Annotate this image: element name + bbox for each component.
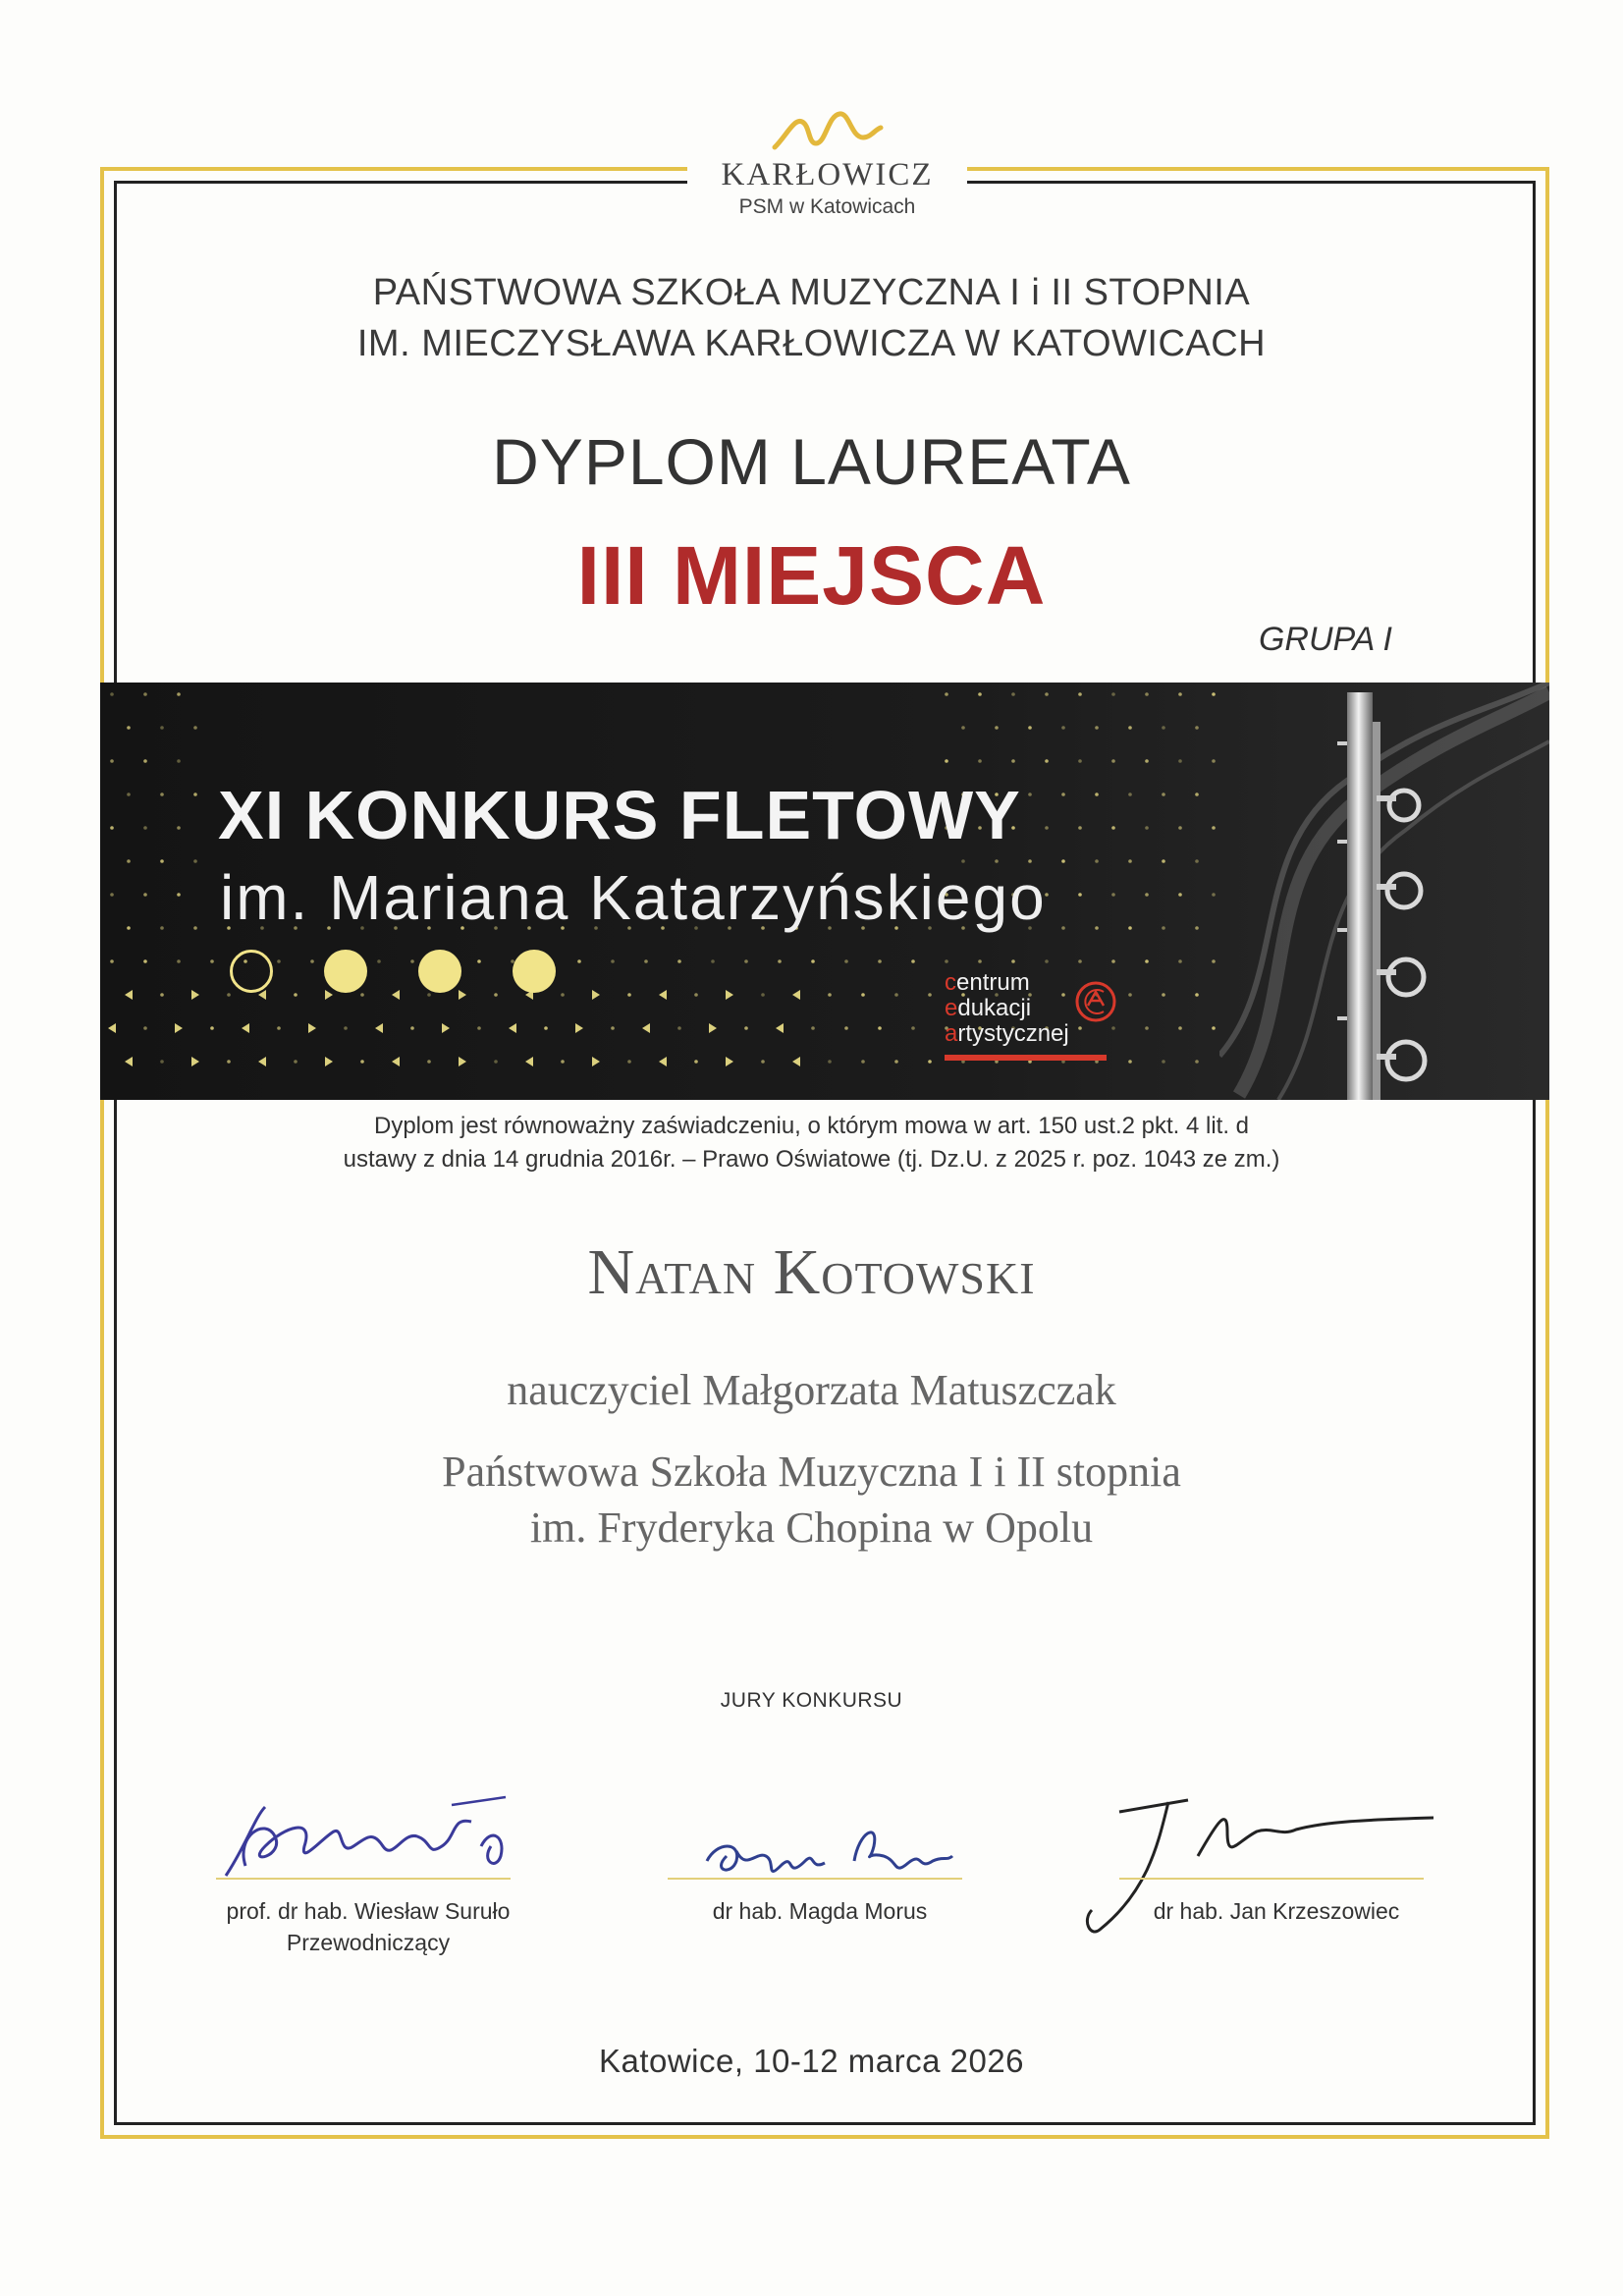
pattern-dot [1128,793,1132,796]
pattern-dot [1145,1026,1149,1030]
arrow-dot [726,990,733,1000]
logo-name: KARŁOWICZ [721,157,934,192]
pattern-dot [127,793,131,796]
pattern-dot [978,959,982,963]
pattern-dot [127,726,131,730]
diploma-title: DYPLOM LAUREATA [492,425,1131,498]
pattern-dot [477,959,481,963]
pattern-dot [1212,893,1216,897]
pattern-dot [410,1026,414,1030]
logo-wave-icon [769,108,887,153]
pattern-dot [210,1026,214,1030]
pattern-dot [711,959,715,963]
pattern-dot [1128,859,1132,863]
pattern-dot [177,826,181,830]
pattern-dot [1011,692,1015,696]
laureate-name: Natan Kotowski [587,1236,1036,1308]
pattern-dot [494,1060,498,1064]
pattern-dot [227,1060,231,1064]
pattern-dot [1162,926,1165,930]
legal-line2: ustawy z dnia 14 grudnia 2016r. – Prawo Oświatowe (tj. Dz.U. z 2025 r. poz. 1043 ze zm.) [343,1146,1280,1173]
circle-outline-icon [230,950,273,993]
diploma-group: GRUPA I [1258,621,1392,658]
pattern-dot [1145,959,1149,963]
pattern-dot [360,993,364,997]
arrow-dot [392,990,400,1000]
pattern-dot [1178,893,1182,897]
pattern-dot [644,959,648,963]
pattern-dot [894,1060,898,1064]
pattern-dot [143,826,147,830]
pattern-dot [143,692,147,696]
arrow-dot [659,1057,667,1066]
legal-line1: Dyplom jest równoważny zaświadczeniu, o którym mowa w art. 150 ust.2 pkt. 4 lit. d [373,1113,1250,1139]
pattern-dot [1195,859,1199,863]
pattern-dot [177,759,181,763]
arrow-dot [325,990,333,1000]
pattern-dot [1111,759,1115,763]
arrow-dot [108,1023,116,1033]
cea-underline [945,1055,1107,1061]
pattern-dot [744,959,748,963]
pattern-dot [928,1060,932,1064]
pattern-dot [1128,926,1132,930]
pattern-dot [945,692,948,696]
logo-subtitle: PSM w Katowicach [738,195,916,218]
pattern-dot [160,993,164,997]
jury-member-name: dr hab. Magda Morus [712,1898,928,1924]
pattern-dot [744,1026,748,1030]
pattern-dot [110,959,114,963]
pattern-dot [1128,1060,1132,1064]
signature-line-2 [668,1878,962,1880]
pattern-dot [1028,793,1032,796]
pattern-dot [1178,959,1182,963]
pattern-dot [1212,826,1216,830]
pattern-dot [1178,826,1182,830]
pattern-dot [310,959,314,963]
pattern-dot [294,1060,298,1064]
pattern-dot [961,726,965,730]
pattern-dot [694,1060,698,1064]
pattern-dot [160,926,164,930]
pattern-dot [844,959,848,963]
pattern-dot [1162,726,1165,730]
pattern-dot [1045,959,1049,963]
pattern-dot [143,959,147,963]
cea-logo: centrum edukacji artystycznej [945,970,1141,1047]
issuing-school [0,267,1623,369]
arrow-dot [375,1023,383,1033]
pattern-dot [177,959,181,963]
arrow-dot [792,1057,800,1066]
pattern-dot [945,959,948,963]
pattern-dot [1195,926,1199,930]
laureate-school-line2: im. Fryderyka Chopina w Opolu [529,1503,1094,1552]
pattern-dot [544,1026,548,1030]
jury-member-name: prof. dr hab. Wiesław Suruło [226,1898,511,1924]
arrow-dot [258,1057,266,1066]
pattern-dot [778,959,782,963]
pattern-dot [160,726,164,730]
arrow-dot [659,990,667,1000]
pattern-dot [1061,926,1065,930]
pattern-dot [861,993,865,997]
jury-member-1 [177,1895,560,1958]
arrow-dot [776,1023,784,1033]
pattern-dot [143,893,147,897]
pattern-dot [911,959,915,963]
pattern-dot [227,993,231,997]
arrow-dot [125,1057,133,1066]
pattern-dot [1162,993,1165,997]
pattern-dot [1011,759,1015,763]
pattern-dot [193,793,197,796]
flute-image-icon [1219,683,1549,1100]
pattern-dot [360,1060,364,1064]
pattern-dot [844,1026,848,1030]
arrow-dot [459,990,466,1000]
arrow-dot [258,990,266,1000]
pattern-dot [410,959,414,963]
circle-filled-icon [324,950,367,993]
diploma-place: III MIEJSCA [576,529,1047,622]
pattern-dot [1212,1026,1216,1030]
arrow-dot [575,1023,583,1033]
place-and-date: Katowice, 10-12 marca 2026 [598,2043,1025,2079]
pattern-dot [1195,993,1199,997]
pattern-dot [1145,759,1149,763]
pattern-dot [127,926,131,930]
pattern-dot [1095,726,1099,730]
signature-line-1 [216,1878,511,1880]
pattern-dot [894,993,898,997]
pattern-dot [1095,859,1099,863]
pattern-dot [811,1026,815,1030]
contest-subtitle: im. Mariana Katarzyńskiego [220,862,1047,933]
pattern-dot [677,959,681,963]
arrow-dot [242,1023,249,1033]
pattern-dot [1028,726,1032,730]
pattern-dot [1061,726,1065,730]
pattern-dot [110,692,114,696]
pattern-dot [277,959,281,963]
arrow-dot [191,990,199,1000]
pattern-dot [277,1026,281,1030]
pattern-dot [1195,793,1199,796]
arrow-dot [509,1023,516,1033]
pattern-dot [811,959,815,963]
pattern-dot [627,1060,631,1064]
arrow-dot [592,990,600,1000]
laureate-school [0,1444,1623,1556]
pattern-dot [210,959,214,963]
pattern-dot [110,893,114,897]
pattern-dot [110,759,114,763]
cea-emblem-icon [1074,980,1117,1023]
signature-morus [687,1802,982,1900]
pattern-dot [761,1060,765,1064]
pattern-dot [561,993,565,997]
pattern-dot [427,1060,431,1064]
pattern-dot [160,1060,164,1064]
pattern-dot [427,993,431,997]
laureate-school-line1: Państwowa Szkoła Muzyczna I i II stopnia [442,1448,1181,1496]
jury-member-2 [628,1895,1011,1927]
pattern-dot [193,726,197,730]
pattern-dot [1145,893,1149,897]
pattern-dot [1145,692,1149,696]
pattern-dot [995,726,999,730]
pattern-dot [143,759,147,763]
pattern-dot [193,926,197,930]
pattern-dot [1061,859,1065,863]
pattern-dot [1145,826,1149,830]
pattern-dot [1162,859,1165,863]
pattern-dot [1178,692,1182,696]
jury-member-3 [1085,1895,1468,1927]
pattern-dot [1011,959,1015,963]
arrow-dot [642,1023,650,1033]
pattern-dot [1195,726,1199,730]
school-logo [687,108,967,219]
pattern-dot [828,1060,832,1064]
pattern-dot [1128,726,1132,730]
arrow-dot [709,1023,717,1033]
pattern-dot [1111,826,1115,830]
arrow-dot [392,1057,400,1066]
pattern-dot [1178,1026,1182,1030]
contest-banner [100,683,1549,1100]
pattern-dot [143,1026,147,1030]
pattern-dot [1078,893,1082,897]
pattern-dot [1212,692,1216,696]
arrow-dot [125,990,133,1000]
pattern-dot [160,793,164,796]
pattern-dot [1111,893,1115,897]
pattern-dot [1095,926,1099,930]
pattern-dot [945,759,948,763]
pattern-dot [344,1026,348,1030]
pattern-dot [878,959,882,963]
school-name-line2: IM. MIECZYSŁAWA KARŁOWICZA W KATOWICACH [356,323,1267,364]
pattern-dot [1045,692,1049,696]
arrow-dot [792,990,800,1000]
arrow-dot [592,1057,600,1066]
arrow-dot [726,1057,733,1066]
pattern-dot [177,692,181,696]
pattern-dot [761,993,765,997]
pattern-dot [1162,1060,1165,1064]
circle-filled-icon [418,950,461,993]
pattern-dot [577,959,581,963]
pattern-dot [694,993,698,997]
pattern-dot [1095,793,1099,796]
pattern-dot [978,759,982,763]
pattern-dot [978,692,982,696]
pattern-dot [861,1060,865,1064]
arrow-dot [308,1023,316,1033]
jury-heading: JURY KONKURSU [720,1689,903,1712]
pattern-dot [1045,759,1049,763]
pattern-dot [177,893,181,897]
pattern-dot [561,1060,565,1064]
pattern-dot [1212,959,1216,963]
pattern-dot [477,1026,481,1030]
pattern-dot [494,993,498,997]
jury-member-role: Przewodniczący [286,1930,451,1955]
pattern-dot [1045,826,1049,830]
arrow-dot [191,1057,199,1066]
pattern-dot [160,859,164,863]
pattern-dot [1078,692,1082,696]
pattern-dot [911,1026,915,1030]
pattern-dot [611,959,615,963]
pattern-dot [1061,793,1065,796]
pattern-dot [1111,692,1115,696]
circle-filled-icon [513,950,556,993]
school-name-line1: PAŃSTWOWA SZKOŁA MUZYCZNA I i II STOPNIA [372,272,1251,313]
pattern-dot [611,1026,615,1030]
arrow-dot [175,1023,183,1033]
arrow-dot [459,1057,466,1066]
pattern-dot [294,993,298,997]
contest-title: XI KONKURS FLETOWY [218,777,1021,853]
pattern-dot [627,993,631,997]
pattern-dot [1212,759,1216,763]
pattern-dot [377,959,381,963]
pattern-dot [1078,759,1082,763]
pattern-dot [1111,959,1115,963]
pattern-dot [1195,1060,1199,1064]
pattern-dot [1078,826,1082,830]
legal-note [0,1110,1623,1176]
laureate-teacher: nauczyciel Małgorzata Matuszczak [507,1366,1116,1414]
pattern-dot [1162,793,1165,796]
pattern-dot [193,859,197,863]
arrow-dot [525,1057,533,1066]
pattern-dot [1178,759,1182,763]
pattern-dot [828,993,832,997]
jury-member-name: dr hab. Jan Krzeszowiec [1153,1898,1400,1924]
pattern-dot [878,1026,882,1030]
pattern-dot [1078,959,1082,963]
arrow-dot [442,1023,450,1033]
pattern-dot [677,1026,681,1030]
pattern-dot [110,826,114,830]
pattern-dot [127,859,131,863]
arrow-dot [325,1057,333,1066]
pattern-dot [928,993,932,997]
signature-line-3 [1119,1878,1424,1880]
